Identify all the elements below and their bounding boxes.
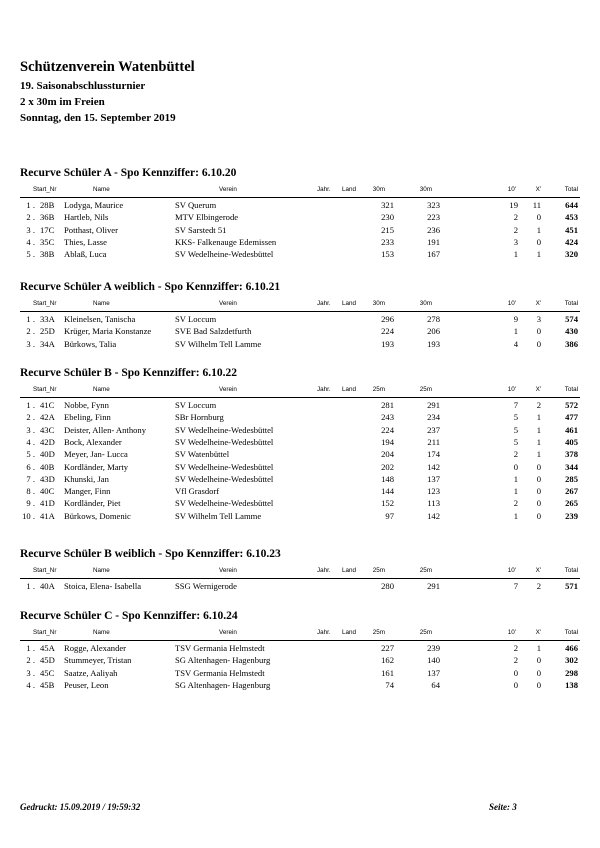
rank-cell: 9 .	[26, 498, 35, 509]
x-cell: 1	[536, 424, 541, 435]
name-cell: Kordländer, Piet	[64, 498, 121, 509]
start-nr-cell: 38B	[40, 249, 55, 260]
name-cell: Stoica, Elena- Isabella	[64, 581, 142, 591]
x-cell: 1	[536, 249, 541, 260]
dist1-cell: 215	[381, 224, 394, 235]
start-nr-cell: 40B	[40, 461, 55, 472]
verein-cell: SG Altenhagen- Hagenburg	[175, 679, 271, 690]
col-dist1: 25m	[372, 629, 385, 636]
tens-cell: 9	[513, 314, 518, 324]
event-date: Sonntag, den 15. September 2019	[20, 112, 176, 124]
table-row	[20, 643, 580, 655]
rank-cell: 7 .	[26, 473, 35, 484]
dist2-cell: 167	[427, 249, 440, 260]
table-row	[20, 412, 580, 424]
dist2-cell: 291	[427, 581, 440, 591]
start-nr-cell: 34A	[40, 338, 55, 349]
tens-cell: 4	[513, 338, 518, 349]
name-cell: Rogge, Alexander	[64, 643, 127, 653]
tens-cell: 1	[513, 249, 518, 260]
dist2-cell: 137	[427, 667, 440, 678]
tens-cell: 0	[513, 461, 518, 472]
dist1-cell: 230	[381, 212, 394, 223]
col-start-nr: Start_Nr	[33, 386, 57, 393]
rank-cell: 2 .	[26, 212, 35, 223]
rank-cell: 4 .	[26, 679, 35, 690]
col-dist2: 25m	[419, 567, 432, 574]
verein-cell: SV Wedelheine-Wedesbüttel	[175, 498, 274, 509]
col-verein: Verein	[219, 386, 237, 393]
tens-cell: 0	[513, 667, 518, 678]
x-cell: 0	[536, 473, 541, 484]
verein-cell: SV Wedelheine-Wedesbüttel	[175, 461, 274, 472]
dist1-cell: 97	[385, 510, 394, 521]
dist1-cell: 296	[381, 314, 394, 324]
table-row	[20, 212, 580, 224]
name-cell: Bock, Alexander	[64, 436, 122, 447]
start-nr-cell: 36B	[40, 212, 55, 223]
name-cell: Ebeling, Finn	[64, 412, 111, 423]
dist2-cell: 291	[427, 400, 440, 410]
section-title: Recurve Schüler C - Spo Kennziffer: 6.10.24	[20, 610, 238, 622]
total-cell: 451	[565, 224, 578, 235]
col-land: Land	[342, 300, 357, 307]
verein-cell: SV Watenbüttel	[175, 449, 230, 460]
rank-cell: 1 .	[26, 400, 35, 410]
name-cell: Bürkows, Talia	[64, 338, 117, 349]
tens-cell: 2	[513, 449, 518, 460]
total-cell: 138	[565, 679, 578, 690]
dist2-cell: 113	[427, 498, 440, 509]
col-verein: Verein	[219, 300, 237, 307]
col-jahr: Jahr.	[317, 629, 331, 636]
start-nr-cell: 40D	[40, 449, 55, 460]
col-name: Name	[93, 567, 110, 574]
column-header-row	[20, 385, 580, 398]
start-nr-cell: 43D	[40, 473, 55, 484]
printed-timestamp: Gedruckt: 15.09.2019 / 19:59:32	[20, 802, 141, 812]
table-row	[20, 449, 580, 461]
section-title: Recurve Schüler B weiblich - Spo Kennziffer: 6.10.23	[20, 548, 281, 560]
table-row	[20, 326, 580, 338]
total-cell: 461	[565, 424, 578, 435]
x-cell: 1	[536, 449, 541, 460]
dist2-cell: 142	[427, 510, 440, 521]
section-title: Recurve Schüler A weiblich - Spo Kennziffer: 6.10.21	[20, 281, 281, 293]
name-cell: Deister, Allen- Anthony	[64, 424, 147, 435]
verein-cell: SBr Hornburg	[175, 412, 224, 423]
dist2-cell: 193	[427, 338, 440, 349]
dist1-cell: 227	[381, 643, 394, 653]
col-name: Name	[93, 300, 110, 307]
start-nr-cell: 45A	[40, 643, 55, 653]
name-cell: Stummeyer, Tristan	[64, 655, 132, 666]
name-cell: Meyer, Jan- Lucca	[64, 449, 128, 460]
total-cell: 453	[565, 212, 578, 223]
col-dist2: 25m	[419, 386, 432, 393]
tens-cell: 7	[513, 400, 518, 410]
section-title: Recurve Schüler A - Spo Kennziffer: 6.10.20	[20, 167, 237, 179]
start-nr-cell: 35C	[40, 236, 55, 247]
dist1-cell: 281	[381, 400, 394, 410]
dist2-cell: 323	[427, 200, 440, 210]
col-jahr: Jahr.	[317, 300, 331, 307]
dist2-cell: 64	[431, 679, 440, 690]
col-start-nr: Start_Nr	[33, 567, 57, 574]
start-nr-cell: 25D	[40, 326, 55, 337]
col-x: X'	[535, 386, 541, 393]
col-tens: 10'	[507, 629, 516, 636]
dist1-cell: 194	[381, 436, 394, 447]
dist1-cell: 224	[381, 424, 394, 435]
tens-cell: 2	[513, 224, 518, 235]
verein-cell: SV Loccum	[175, 314, 217, 324]
name-cell: Hartleb, Nils	[64, 212, 109, 223]
x-cell: 2	[536, 581, 541, 591]
col-land: Land	[342, 629, 357, 636]
col-total: Total	[564, 186, 578, 193]
name-cell: Nobbe, Fynn	[64, 400, 109, 410]
x-cell: 0	[536, 498, 541, 509]
col-start-nr: Start_Nr	[33, 186, 57, 193]
verein-cell: SV Sarstedt 51	[175, 224, 227, 235]
verein-cell: MTV Elbingerode	[175, 212, 239, 223]
x-cell: 1	[536, 224, 541, 235]
col-land: Land	[342, 567, 357, 574]
col-jahr: Jahr.	[317, 567, 331, 574]
name-cell: Saatze, Aaliyah	[64, 667, 118, 678]
x-cell: 0	[536, 486, 541, 497]
verein-cell: SV Wedelheine-Wedesbüttel	[175, 424, 274, 435]
event-format: 2 x 30m im Freien	[20, 96, 105, 108]
table-row	[20, 655, 580, 667]
x-cell: 0	[536, 510, 541, 521]
col-dist1: 30m	[372, 186, 385, 193]
verein-cell: SV Wilhelm Tell Lamme	[175, 338, 262, 349]
dist1-cell: 148	[381, 473, 394, 484]
tens-cell: 7	[513, 581, 518, 591]
col-total: Total	[564, 567, 578, 574]
verein-cell: TSV Germania Helmstedt	[175, 643, 265, 653]
total-cell: 644	[565, 200, 578, 210]
tens-cell: 0	[513, 679, 518, 690]
table-row	[20, 425, 580, 437]
table-row	[20, 249, 580, 261]
rank-cell: 3 .	[26, 224, 35, 235]
col-dist2: 30m	[419, 300, 432, 307]
dist1-cell: 144	[381, 486, 394, 497]
table-row	[20, 486, 580, 498]
tens-cell: 5	[513, 436, 518, 447]
total-cell: 378	[565, 449, 578, 460]
col-name: Name	[93, 186, 110, 193]
x-cell: 2	[536, 400, 541, 410]
dist2-cell: 234	[427, 412, 440, 423]
start-nr-cell: 41A	[40, 510, 55, 521]
verein-cell: TSV Germania Helmstedt	[175, 667, 265, 678]
name-cell: Thies, Lasse	[64, 236, 107, 247]
col-total: Total	[564, 629, 578, 636]
dist2-cell: 206	[427, 326, 440, 337]
verein-cell: SV Wilhelm Tell Lamme	[175, 510, 262, 521]
x-cell: 1	[536, 436, 541, 447]
rank-cell: 6 .	[26, 461, 35, 472]
dist1-cell: 224	[381, 326, 394, 337]
total-cell: 344	[565, 461, 578, 472]
start-nr-cell: 17C	[40, 224, 55, 235]
total-cell: 265	[565, 498, 578, 509]
x-cell: 0	[536, 212, 541, 223]
dist1-cell: 162	[381, 655, 394, 666]
x-cell: 0	[536, 236, 541, 247]
col-dist1: 25m	[372, 567, 385, 574]
rank-cell: 2 .	[26, 655, 35, 666]
rank-cell: 1 .	[26, 581, 35, 591]
start-nr-cell: 42A	[40, 412, 55, 423]
tens-cell: 2	[513, 643, 518, 653]
page-number: Seite: 3	[489, 802, 517, 812]
tens-cell: 1	[513, 510, 518, 521]
total-cell: 285	[565, 473, 578, 484]
start-nr-cell: 45B	[40, 679, 55, 690]
verein-cell: KKS- Falkenauge Edemissen	[175, 236, 277, 247]
col-name: Name	[93, 629, 110, 636]
verein-cell: SG Altenhagen- Hagenburg	[175, 655, 271, 666]
start-nr-cell: 45C	[40, 667, 55, 678]
rank-cell: 1 .	[26, 200, 35, 210]
col-x: X'	[535, 186, 541, 193]
col-start-nr: Start_Nr	[33, 629, 57, 636]
tens-cell: 1	[513, 473, 518, 484]
dist2-cell: 223	[427, 212, 440, 223]
tens-cell: 1	[513, 326, 518, 337]
table-row	[20, 225, 580, 237]
rank-cell: 4 .	[26, 236, 35, 247]
total-cell: 466	[565, 643, 578, 653]
name-cell: Khunski, Jan	[64, 473, 109, 484]
total-cell: 405	[565, 436, 578, 447]
dist2-cell: 211	[427, 436, 440, 447]
rank-cell: 8 .	[26, 486, 35, 497]
verein-cell: SV Loccum	[175, 400, 217, 410]
dist2-cell: 237	[427, 424, 440, 435]
x-cell: 0	[536, 667, 541, 678]
tens-cell: 19	[509, 200, 518, 210]
name-cell: Manger, Finn	[64, 486, 111, 497]
column-header-row	[20, 299, 580, 312]
dist1-cell: 161	[381, 667, 394, 678]
table-row	[20, 462, 580, 474]
tens-cell: 2	[513, 212, 518, 223]
total-cell: 239	[565, 510, 578, 521]
column-header-row	[20, 566, 580, 579]
name-cell: Kleinelsen, Tanischa	[64, 314, 136, 324]
tens-cell: 2	[513, 498, 518, 509]
col-dist2: 25m	[419, 629, 432, 636]
col-verein: Verein	[219, 567, 237, 574]
name-cell: Ablaß, Luca	[64, 249, 107, 260]
column-header-row	[20, 185, 580, 198]
col-x: X'	[535, 567, 541, 574]
table-row	[20, 339, 580, 351]
col-total: Total	[564, 300, 578, 307]
rank-cell: 3 .	[26, 338, 35, 349]
col-land: Land	[342, 386, 357, 393]
verein-cell: SV Wedelheine-Wedesbüttel	[175, 436, 274, 447]
dist1-cell: 153	[381, 249, 394, 260]
tens-cell: 2	[513, 655, 518, 666]
verein-cell: SV Querum	[175, 200, 217, 210]
start-nr-cell: 33A	[40, 314, 55, 324]
table-row	[20, 437, 580, 449]
start-nr-cell: 45D	[40, 655, 55, 666]
rank-cell: 2 .	[26, 326, 35, 337]
column-header-row	[20, 628, 580, 641]
dist2-cell: 236	[427, 224, 440, 235]
dist2-cell: 191	[427, 236, 440, 247]
dist1-cell: 204	[381, 449, 394, 460]
name-cell: Bürkows, Domenic	[64, 510, 131, 521]
section-title: Recurve Schüler B - Spo Kennziffer: 6.10.22	[20, 367, 237, 379]
col-tens: 10'	[507, 567, 516, 574]
dist1-cell: 152	[381, 498, 394, 509]
dist1-cell: 193	[381, 338, 394, 349]
table-row	[20, 237, 580, 249]
dist2-cell: 137	[427, 473, 440, 484]
table-row	[20, 314, 580, 326]
table-row	[20, 511, 580, 523]
total-cell: 430	[565, 326, 578, 337]
total-cell: 477	[565, 412, 578, 423]
total-cell: 424	[565, 236, 578, 247]
dist2-cell: 174	[427, 449, 440, 460]
table-row	[20, 668, 580, 680]
col-jahr: Jahr.	[317, 186, 331, 193]
start-nr-cell: 41D	[40, 498, 55, 509]
tens-cell: 1	[513, 486, 518, 497]
verein-cell: SV Wedelheine-Wedesbüttel	[175, 473, 274, 484]
dist1-cell: 243	[381, 412, 394, 423]
table-row	[20, 474, 580, 486]
club-title: Schützenverein Watenbüttel	[20, 59, 195, 75]
table-row	[20, 680, 580, 692]
x-cell: 1	[536, 412, 541, 423]
tens-cell: 3	[513, 236, 518, 247]
total-cell: 298	[565, 667, 578, 678]
rank-cell: 4 .	[26, 436, 35, 447]
dist1-cell: 74	[385, 679, 394, 690]
col-dist1: 30m	[372, 300, 385, 307]
event-title: 19. Saisonabschlussturnier	[20, 80, 146, 92]
start-nr-cell: 42D	[40, 436, 55, 447]
total-cell: 302	[565, 655, 578, 666]
tens-cell: 5	[513, 412, 518, 423]
start-nr-cell: 43C	[40, 424, 55, 435]
total-cell: 320	[565, 249, 578, 260]
x-cell: 0	[536, 655, 541, 666]
dist2-cell: 142	[427, 461, 440, 472]
start-nr-cell: 41C	[40, 400, 55, 410]
name-cell: Lodyga, Maurice	[64, 200, 124, 210]
col-jahr: Jahr.	[317, 386, 331, 393]
name-cell: Potthast, Oliver	[64, 224, 118, 235]
verein-cell: Vfl Grasdorf	[175, 486, 220, 497]
col-tens: 10'	[507, 300, 516, 307]
col-start-nr: Start_Nr	[33, 300, 57, 307]
name-cell: Peuser, Leon	[64, 679, 109, 690]
x-cell: 1	[536, 643, 541, 653]
verein-cell: SSG Wernigerode	[175, 581, 237, 591]
rank-cell: 5 .	[26, 449, 35, 460]
dist2-cell: 278	[427, 314, 440, 324]
table-row	[20, 200, 580, 212]
total-cell: 572	[565, 400, 578, 410]
dist1-cell: 233	[381, 236, 394, 247]
col-dist2: 30m	[419, 186, 432, 193]
x-cell: 3	[536, 314, 541, 324]
x-cell: 0	[536, 326, 541, 337]
rank-cell: 3 .	[26, 667, 35, 678]
rank-cell: 1 .	[26, 314, 35, 324]
x-cell: 0	[536, 461, 541, 472]
x-cell: 11	[532, 200, 541, 210]
col-verein: Verein	[219, 629, 237, 636]
col-tens: 10'	[507, 186, 516, 193]
name-cell: Krüger, Maria Konstanze	[64, 326, 152, 337]
table-row	[20, 498, 580, 510]
verein-cell: SV Wedelheine-Wedesbüttel	[175, 249, 274, 260]
dist1-cell: 321	[381, 200, 394, 210]
start-nr-cell: 28B	[40, 200, 55, 210]
total-cell: 571	[565, 581, 578, 591]
dist2-cell: 123	[427, 486, 440, 497]
col-name: Name	[93, 386, 110, 393]
col-x: X'	[535, 629, 541, 636]
start-nr-cell: 40C	[40, 486, 55, 497]
col-land: Land	[342, 186, 357, 193]
rank-cell: 3 .	[26, 424, 35, 435]
start-nr-cell: 40A	[40, 581, 55, 591]
x-cell: 0	[536, 679, 541, 690]
dist1-cell: 280	[381, 581, 394, 591]
col-verein: Verein	[219, 186, 237, 193]
dist2-cell: 239	[427, 643, 440, 653]
table-row	[20, 400, 580, 412]
rank-cell: 2 .	[26, 412, 35, 423]
dist2-cell: 140	[427, 655, 440, 666]
dist1-cell: 202	[381, 461, 394, 472]
table-row	[20, 581, 580, 593]
x-cell: 0	[536, 338, 541, 349]
verein-cell: SVE Bad Salzdetfurth	[175, 326, 252, 337]
col-tens: 10'	[507, 386, 516, 393]
total-cell: 574	[565, 314, 578, 324]
rank-cell: 5 .	[26, 249, 35, 260]
col-total: Total	[564, 386, 578, 393]
col-x: X'	[535, 300, 541, 307]
total-cell: 386	[565, 338, 578, 349]
name-cell: Kordländer, Marty	[64, 461, 129, 472]
rank-cell: 1 .	[26, 643, 35, 653]
total-cell: 267	[565, 486, 578, 497]
rank-cell: 10 .	[22, 510, 35, 521]
tens-cell: 5	[513, 424, 518, 435]
col-dist1: 25m	[372, 386, 385, 393]
